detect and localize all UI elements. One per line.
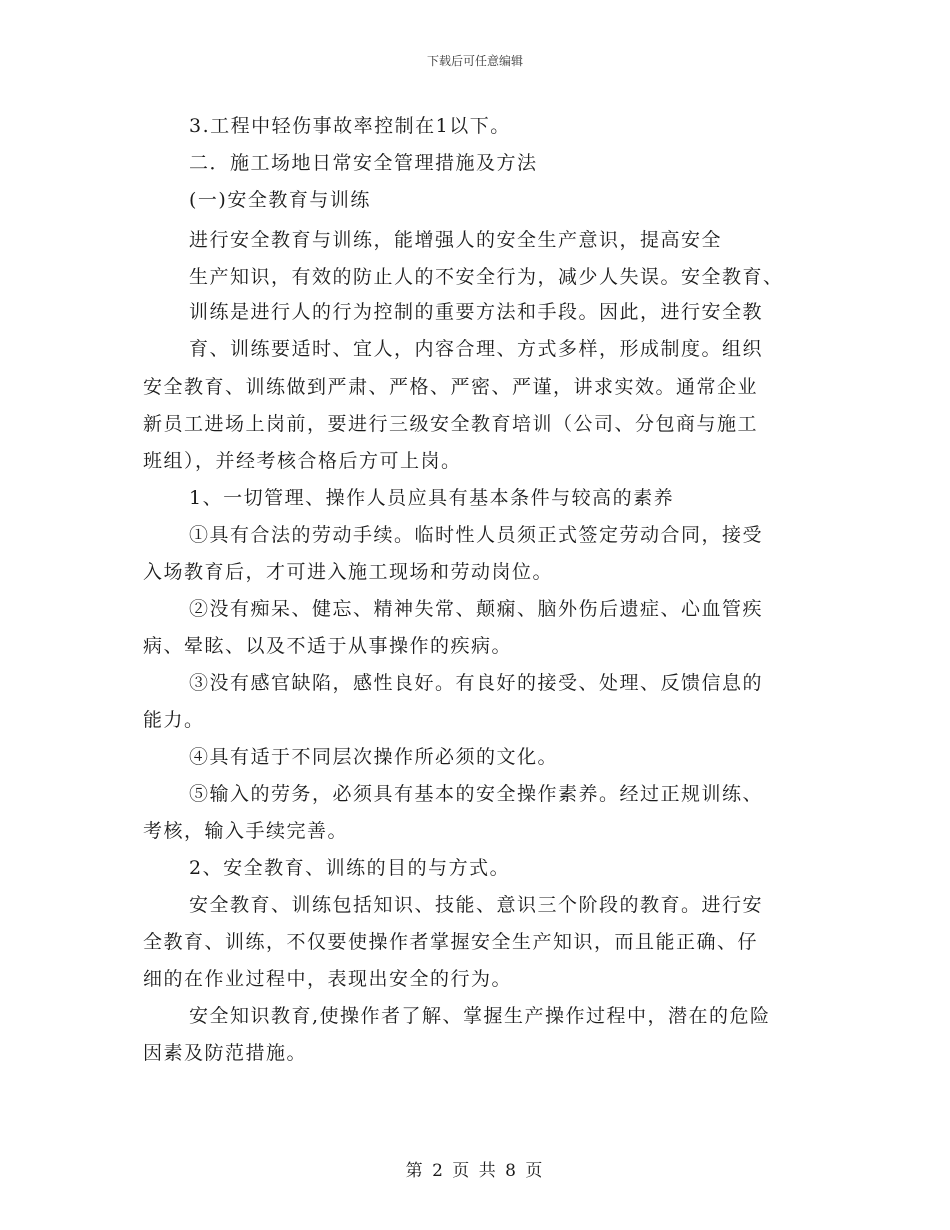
text-line: 训练是进行人的行为控制的重要方法和手段。因此，进行安全教 [189, 301, 764, 323]
section-heading: 二．施工场地日常安全管理措施及方法 [189, 152, 538, 174]
list-item: ②没有痴呆、健忘、精神失常、颠痫、脑外伤后遗症、心血管疾 [189, 598, 764, 620]
text-line: 新员工进场上岗前，要进行三级安全教育培训（公司、分包商与施工 [143, 413, 759, 435]
text-line: 安全教育、训练做到严肃、严格、严密、严谨，讲求实效。通常企业 [143, 376, 759, 398]
text-line: 进行安全教育与训练，能增强人的安全生产意识，提高安全 [189, 229, 723, 251]
text-line: 考核，输入手续完善。 [143, 820, 349, 842]
list-heading: 2、安全教育、训练的目的与方式。 [189, 857, 511, 879]
page-number: 第 2 页 共 8 页 [405, 1161, 545, 1181]
list-item: ①具有合法的劳动手续。临时性人员须正式签定劳动合同，接受 [189, 524, 764, 546]
page-header: 下载后可任意编辑 [426, 54, 523, 68]
text-line: 细的在作业过程中，表现出安全的行为。 [143, 968, 513, 990]
subsection-heading: (一)安全教育与训练 [189, 189, 371, 211]
list-item: ⑤输入的劳务，必须具有基本的安全操作素养。经过正规训练、 [189, 783, 764, 805]
text-line: 安全知识教育,使操作者了解、掌握生产操作过程中，潜在的危险 [189, 1005, 771, 1027]
text-line: 能力。 [143, 709, 205, 731]
text-line: 因素及防范措施。 [143, 1042, 308, 1064]
text-line: 病、晕眩、以及不适于从事操作的疾病。 [143, 635, 513, 657]
text-line: 入场教育后，才可进入施工现场和劳动岗位。 [143, 561, 554, 583]
list-item: ③没有感官缺陷，感性良好。有良好的接受、处理、反馈信息的 [189, 672, 764, 694]
text-line: 育、训练要适时、宜人，内容合理、方式多样，形成制度。组织 [189, 338, 764, 360]
text-line: 安全教育、训练包括知识、技能、意识三个阶段的教育。进行安 [189, 894, 764, 916]
text-line: 全教育、训练，不仅要使操作者掌握安全生产知识，而且能正确、仔 [143, 931, 759, 953]
list-item: ④具有适于不同层次操作所必须的文化。 [189, 746, 559, 768]
text-line: 班组），并经考核合格后方可上岗。 [143, 450, 462, 472]
text-line: 3.工程中轻伤事故率控制在1以下。 [189, 115, 511, 137]
text-line: 生产知识，有效的防止人的不安全行为，减少人失误。安全教育、 [189, 266, 784, 288]
list-heading: 1、一切管理、操作人员应具有基本条件与较高的素养 [189, 487, 675, 509]
